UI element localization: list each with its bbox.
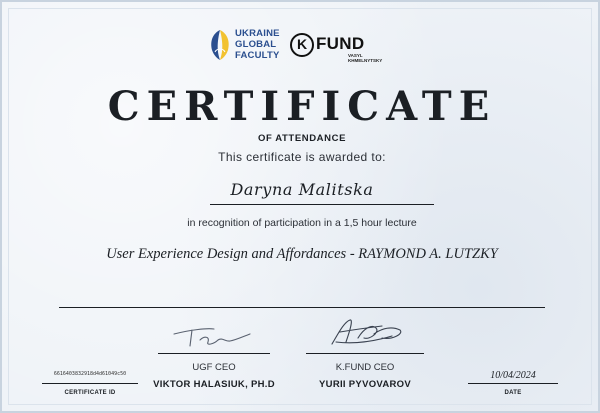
signatory-role: K.FUND CEO	[335, 362, 395, 373]
kfund-circle-icon: K	[290, 33, 314, 57]
kfund-wordmark: FUND	[316, 34, 365, 53]
ugf-line: GLOBAL	[235, 39, 277, 50]
signature-halasiuk	[170, 320, 260, 350]
certificate-id-label: CERTIFICATE ID	[64, 390, 116, 396]
certificate-id-line	[42, 383, 138, 384]
ukraine-global-faculty-logo	[208, 26, 280, 66]
ugf-wordmark	[235, 28, 280, 61]
recipient-name: Daryna Malitska	[230, 180, 374, 199]
date-value: 10/04/2024	[490, 370, 536, 381]
ugf-emblem-icon	[208, 28, 232, 62]
name-underline	[210, 204, 434, 205]
signatory-name: YURII PYVOVAROV	[319, 379, 411, 390]
date-label: DATE	[504, 390, 522, 396]
recognition-text: in recognition of participation in a 1,5 hour lecture	[187, 217, 417, 229]
certificate-subtitle: OF ATTENDANCE	[257, 133, 347, 144]
date-line	[468, 383, 558, 384]
lecture-title: User Experience Design and Affordances - RAYMOND A. LUTZKY	[106, 246, 498, 262]
signature-pyvovarov	[322, 314, 410, 350]
kfund-logo	[290, 30, 390, 64]
signatory-name: VIKTOR HALASIUK, PH.D	[153, 379, 275, 390]
signature-line	[306, 353, 424, 354]
signatory-role: UGF CEO	[192, 362, 236, 373]
certificate-id-value: 6616403832918d4d61049c50	[53, 371, 127, 377]
signature-line	[158, 353, 270, 354]
divider-line	[59, 307, 545, 308]
decorative-border	[8, 8, 592, 405]
awarded-text: This certificate is awarded to:	[218, 150, 386, 164]
ugf-line: UKRAINE	[235, 28, 280, 39]
certificate-title: CERTIFICATE	[107, 83, 497, 130]
ugf-line: FACULTY	[235, 50, 280, 61]
kfund-subtext	[348, 53, 382, 63]
kfund-sub-line: VASYL	[348, 53, 363, 58]
kfund-sub-line: KHMELNYTSKY	[348, 58, 383, 63]
